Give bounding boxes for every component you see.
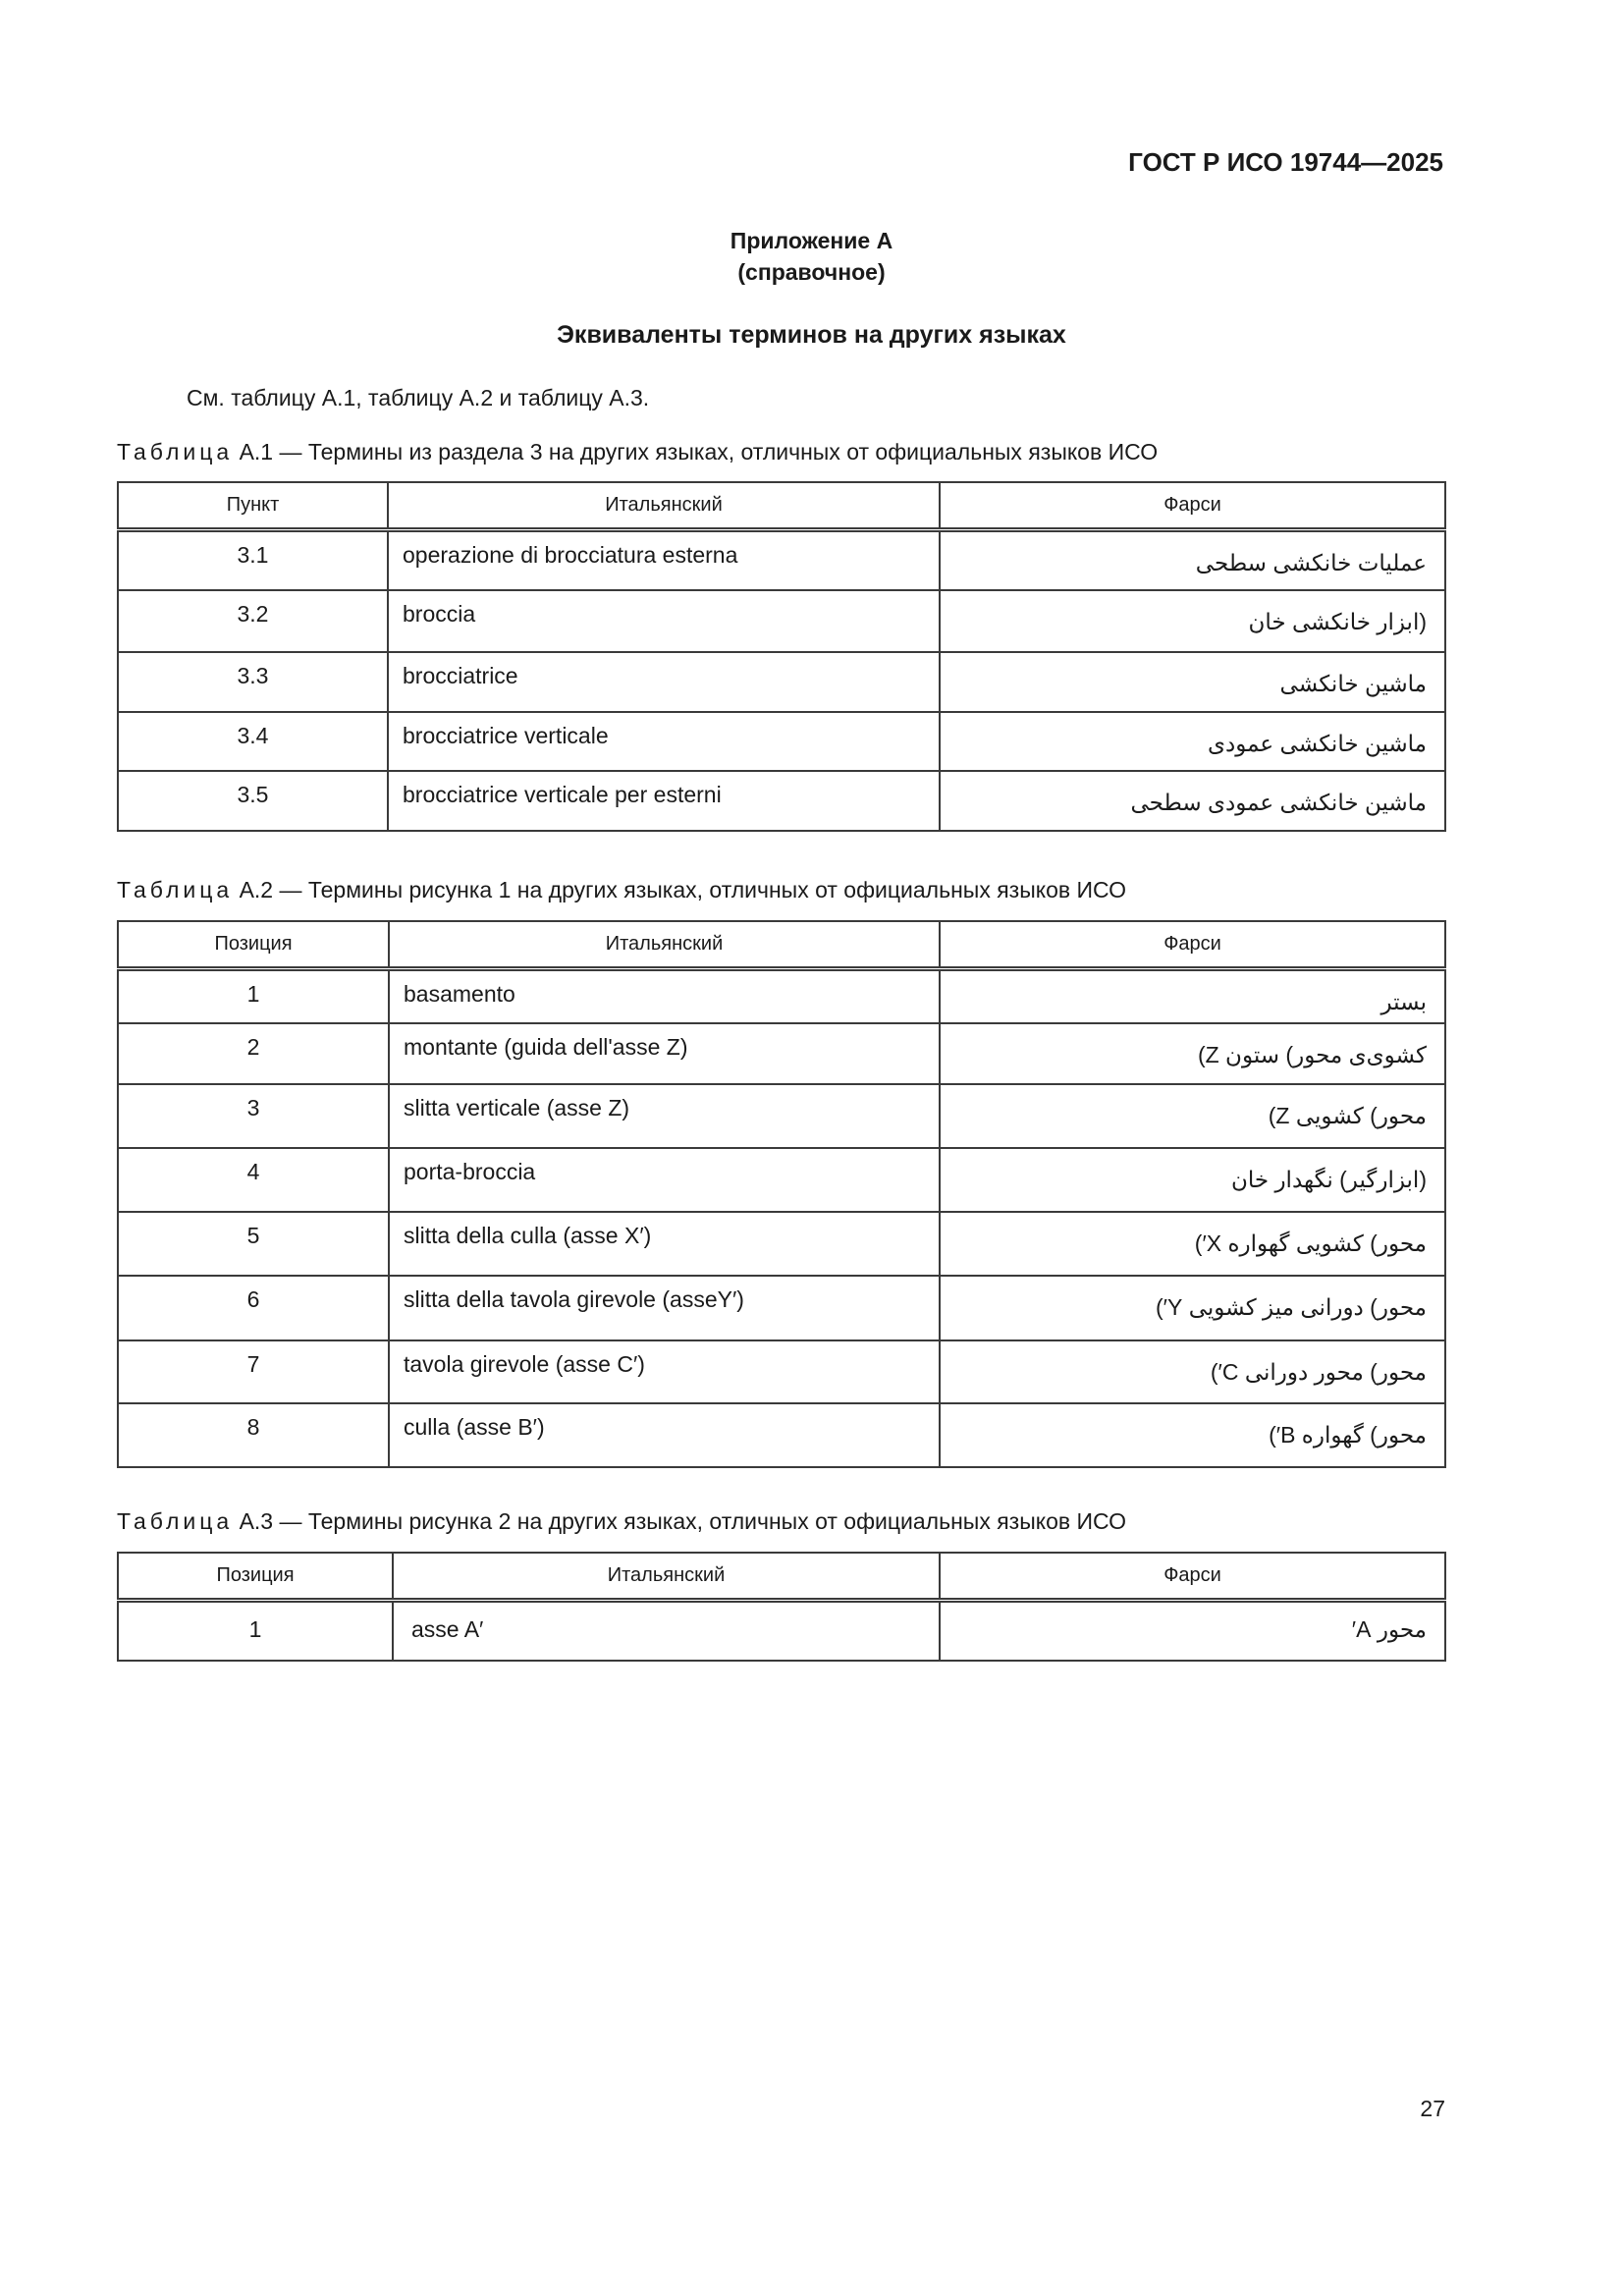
table-cell-farsi: ماشین خانکشی عمودی سطحی [940,771,1445,831]
table-a3-col-header: Итальянский [393,1553,940,1600]
table-row [118,1276,1445,1340]
table-a2-caption [117,877,1126,903]
table-cell-italian: brocciatrice verticale per esterni [388,771,940,831]
table-a1 [117,481,1446,832]
table-a3-caption-prefix: Таблица [117,1508,234,1534]
table-row [118,1084,1445,1148]
table-a3-header-row [118,1553,1445,1600]
table-a2-caption-text: А.2 — Термины рисунка 1 на других языках, отличных от официальных языков ИСО [239,877,1126,902]
table-cell-italian: slitta della culla (asse X′) [389,1212,940,1276]
table-cell-farsi: کشوی‌ی محور) ستون Z) [940,1023,1445,1084]
table-a1-caption-prefix: Таблица [117,439,234,465]
table-cell-item: 3.5 [118,771,388,831]
table-row [118,529,1445,590]
table-cell-farsi: محور) گهواره B′) [940,1403,1445,1467]
table-a1-col-header: Пункт [118,482,388,529]
table-cell-italian: brocciatrice verticale [388,712,940,771]
table-a2-caption-prefix: Таблица [117,877,234,902]
table-row [118,652,1445,712]
table-row [118,968,1445,1023]
intro-paragraph: См. таблицу А.1, таблицу А.2 и таблицу А.3. [187,385,650,410]
document-standard-number: ГОСТ Р ИСО 19744—2025 [1128,147,1443,177]
table-cell-position: 2 [118,1023,389,1084]
table-cell-italian: operazione di brocciatura esterna [388,529,940,590]
table-cell-farsi: بستر [940,968,1445,1023]
table-cell-farsi: محور) کشویی گهواره X′) [940,1212,1445,1276]
appendix-label: Приложение А [730,228,893,253]
table-row [118,590,1445,652]
table-cell-position: 5 [118,1212,389,1276]
table-cell-item: 3.3 [118,652,388,712]
table-cell-position: 7 [118,1340,389,1403]
table-cell-farsi: محور) کشویی Z) [940,1084,1445,1148]
table-cell-item: 3.2 [118,590,388,652]
table-a2-col-header: Фарси [940,921,1445,968]
table-cell-farsi: محور A′ [940,1600,1445,1661]
table-row [118,712,1445,771]
table-cell-italian: porta-broccia [389,1148,940,1212]
table-row [118,1023,1445,1084]
table-cell-item: 3.1 [118,529,388,590]
table-a1-col-header: Итальянский [388,482,940,529]
table-cell-italian: montante (guida dell'asse Z) [389,1023,940,1084]
appendix-status: (справочное) [737,259,886,285]
table-row [118,1403,1445,1467]
table-cell-farsi: (ابزارگیر) نگهدار خان [940,1148,1445,1212]
table-cell-italian: asse A′ [393,1600,940,1661]
table-cell-italian: broccia [388,590,940,652]
table-cell-farsi: ماشین خانکشی [940,652,1445,712]
page-number: 27 [1420,2096,1445,2121]
table-a3-caption [117,1508,1126,1535]
table-cell-italian: slitta verticale (asse Z) [389,1084,940,1148]
table-cell-position: 4 [118,1148,389,1212]
table-a1-caption [117,439,1158,465]
table-a3 [117,1552,1446,1662]
table-a1-header-row [118,482,1445,529]
table-a3-col-header: Фарси [940,1553,1445,1600]
table-cell-italian: basamento [389,968,940,1023]
table-cell-position: 6 [118,1276,389,1340]
page-title: Эквиваленты терминов на других языках [557,321,1066,349]
table-cell-italian: slitta della tavola girevole (asseY′) [389,1276,940,1340]
table-a2-col-header: Итальянский [389,921,940,968]
table-row [118,1212,1445,1276]
table-cell-italian: tavola girevole (asse C′) [389,1340,940,1403]
table-cell-position: 1 [118,968,389,1023]
table-row [118,1600,1445,1661]
table-cell-item: 3.4 [118,712,388,771]
table-cell-italian: culla (asse B′) [389,1403,940,1467]
table-cell-farsi: (ابزار خانکشی خان [940,590,1445,652]
table-row [118,1340,1445,1403]
table-a2-header-row [118,921,1445,968]
table-row [118,771,1445,831]
table-cell-italian: brocciatrice [388,652,940,712]
table-cell-farsi: محور) دورانی میز کشویی Y′) [940,1276,1445,1340]
table-cell-farsi: محور) محور دورانی C′) [940,1340,1445,1403]
table-cell-position: 3 [118,1084,389,1148]
table-a1-col-header: Фарси [940,482,1445,529]
table-a3-col-header: Позиция [118,1553,393,1600]
table-a1-caption-text: А.1 — Термины из раздела 3 на других языках, отличных от официальных языков ИСО [239,439,1159,465]
table-cell-position: 8 [118,1403,389,1467]
table-a3-caption-text: А.3 — Термины рисунка 2 на других языках, отличных от официальных языков ИСО [239,1508,1126,1534]
table-cell-position: 1 [118,1600,393,1661]
table-cell-farsi: ماشین خانکشی عمودی [940,712,1445,771]
table-a2 [117,920,1446,1468]
table-row [118,1148,1445,1212]
table-cell-farsi: عملیات خانکشی سطحی [940,529,1445,590]
table-a2-col-header: Позиция [118,921,389,968]
